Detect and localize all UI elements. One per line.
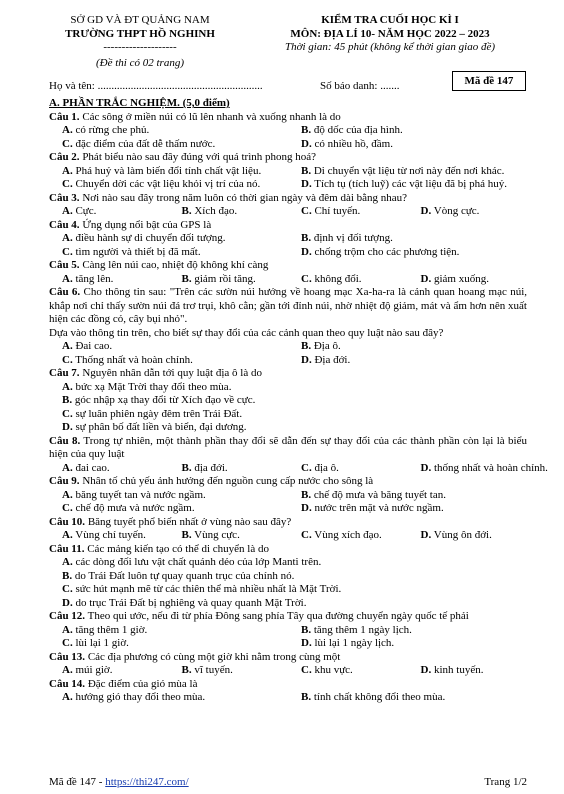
question-number: Câu 1. bbox=[49, 110, 80, 123]
option-letter: C. bbox=[301, 272, 312, 285]
question-text: Các sông ở miền núi có lũ lên nhanh và xuống nhanh là do bbox=[79, 110, 341, 123]
question-instruction: Dựa vào thông tin trên, cho biết sự thay đổi của các cảnh quan theo quy luật nào sau đây? bbox=[49, 326, 444, 339]
option-letter: D. bbox=[62, 421, 73, 434]
option-text: Thống nhất và hoàn chỉnh. bbox=[72, 353, 193, 366]
option-text: Vùng ôn đới. bbox=[431, 529, 492, 542]
option-letter: A. bbox=[62, 164, 73, 177]
answer-option[interactable] bbox=[288, 529, 408, 543]
answer-option[interactable] bbox=[408, 529, 528, 543]
option-text: thống nhất và hoàn chỉnh. bbox=[431, 461, 548, 474]
question bbox=[49, 651, 527, 678]
question-number: Câu 12. bbox=[49, 610, 86, 623]
option-letter: C. bbox=[301, 461, 312, 474]
answer-option[interactable] bbox=[408, 461, 548, 476]
answer-option[interactable] bbox=[408, 205, 528, 219]
options-row bbox=[49, 273, 527, 287]
option-text: điều hành sự di chuyển đối tượng. bbox=[72, 232, 226, 244]
option-letter: B. bbox=[301, 623, 312, 636]
option-text: chế độ mưa và băng tuyết tan. bbox=[311, 488, 446, 501]
answer-option[interactable] bbox=[288, 165, 527, 179]
options-row bbox=[49, 138, 527, 152]
option-text: Địa ô. bbox=[311, 340, 341, 353]
option-text: Vùng chí tuyến. bbox=[72, 529, 146, 542]
option-letter: B. bbox=[301, 488, 312, 501]
option-text: sự luân phiên ngày đêm trên Trái Đất. bbox=[72, 407, 243, 420]
answer-option[interactable] bbox=[49, 138, 288, 152]
question-text: Nơi nào sau đây trong năm luôn có thời gian ngày và đêm dài bằng nhau? bbox=[79, 191, 408, 204]
options-row bbox=[49, 421, 527, 435]
option-text: lùi lại 1 giờ. bbox=[72, 637, 129, 650]
answer-option[interactable] bbox=[49, 178, 288, 192]
question-text: Phát biểu nào sau đây đúng với quá trình phong hoá? bbox=[79, 151, 317, 163]
question bbox=[49, 367, 527, 435]
question bbox=[49, 151, 527, 192]
option-letter: C. bbox=[62, 502, 73, 515]
answer-option[interactable] bbox=[49, 421, 247, 435]
school-header bbox=[40, 14, 240, 70]
page-footer bbox=[49, 776, 527, 790]
option-letter: B. bbox=[301, 340, 312, 353]
option-letter: C. bbox=[62, 637, 73, 650]
option-letter: C. bbox=[62, 245, 73, 258]
option-letter: D. bbox=[420, 272, 432, 285]
answer-option[interactable] bbox=[49, 502, 288, 516]
option-letter: B. bbox=[181, 529, 192, 542]
option-letter: A. bbox=[62, 380, 73, 393]
exam-subject: MÔN: ĐỊA LÍ 10- NĂM HỌC 2022 – 2023 bbox=[290, 27, 490, 40]
option-letter: D. bbox=[301, 502, 312, 515]
answer-option[interactable] bbox=[49, 232, 288, 246]
option-letter: D. bbox=[420, 205, 432, 217]
option-text: tính chất không đổi theo mùa. bbox=[311, 691, 446, 704]
question-stem bbox=[49, 610, 527, 624]
option-letter: A. bbox=[62, 529, 73, 542]
question-text: Càng lên núi cao, nhiệt độ không khí càng bbox=[79, 259, 269, 271]
question-stem bbox=[49, 516, 527, 530]
question-list bbox=[49, 110, 548, 705]
options-row bbox=[49, 340, 527, 354]
answer-option[interactable] bbox=[49, 637, 288, 651]
options-row bbox=[49, 664, 527, 678]
option-letter: A. bbox=[62, 124, 73, 136]
option-text: Di chuyển vật liệu từ nơi này đến nơi khác. bbox=[311, 164, 505, 177]
answer-option[interactable] bbox=[49, 489, 288, 503]
answer-option[interactable] bbox=[408, 664, 528, 678]
question-text: Theo qui ước, nếu đi từ phía Đông sang phía Tây qua đường chuyển ngày quốc tế phải bbox=[85, 610, 469, 623]
answer-option[interactable] bbox=[49, 408, 242, 422]
question-stem bbox=[49, 219, 527, 233]
question-number: Câu 10. bbox=[49, 515, 86, 528]
question-stem bbox=[49, 192, 527, 206]
option-text: không đổi. bbox=[311, 272, 362, 285]
option-text: nước trên mặt và nước ngầm. bbox=[311, 502, 444, 515]
answer-option[interactable] bbox=[49, 691, 288, 705]
option-text: các dòng đối lưu vật chất quánh dẻo của lớp Manti trên. bbox=[72, 556, 322, 569]
answer-option[interactable] bbox=[169, 664, 289, 678]
answer-option[interactable] bbox=[49, 354, 288, 368]
exam-time: Thời gian: 45 phút (không kể thời gian giao đề) bbox=[284, 41, 496, 54]
question-text: Cho thông tin sau: "Trên các sườn núi hướng về hoang mạc Xa-ha-ra là cảnh quan hoang mạc núi, khắp nơi chỉ thấy sườn núi đá trơ trụi, khô cằn; gần tới đỉnh núi, nhờ nhiệt độ giảm, mát và ẩm hơn nên xuất hiện các đồng cỏ, cây bụi nhỏ". bbox=[49, 286, 527, 326]
answer-option[interactable] bbox=[288, 138, 527, 152]
header-divider: -------------------- bbox=[103, 41, 177, 54]
question-text: Băng tuyết phổ biến nhất ở vùng nào sau đây? bbox=[85, 515, 292, 528]
option-text: tăng thêm 1 giờ. bbox=[72, 623, 148, 636]
answer-option[interactable] bbox=[169, 273, 289, 287]
option-text: sức hút mạnh mẽ từ các thiên thể mà nhiều nhất là Mặt Trời. bbox=[72, 583, 342, 596]
answer-option[interactable] bbox=[288, 246, 527, 260]
footer-left bbox=[49, 776, 189, 790]
option-letter: B. bbox=[301, 164, 312, 177]
option-text: Đai cao. bbox=[72, 340, 113, 353]
answer-option[interactable] bbox=[49, 556, 321, 570]
option-letter: D. bbox=[301, 245, 312, 258]
option-text: Xích đạo. bbox=[191, 205, 238, 217]
answer-option[interactable] bbox=[288, 178, 527, 192]
option-text: chế độ mưa và nước ngầm. bbox=[72, 502, 195, 515]
options-row bbox=[49, 583, 527, 597]
school-name: TRƯỜNG THPT HỒ NGHINH bbox=[65, 27, 215, 40]
answer-option[interactable] bbox=[49, 394, 255, 408]
option-text: tăng lên. bbox=[72, 272, 114, 285]
question-stem bbox=[49, 111, 527, 125]
question bbox=[49, 111, 527, 152]
answer-option[interactable] bbox=[49, 529, 169, 543]
answer-option[interactable] bbox=[49, 570, 294, 584]
question-text: Trong tự nhiên, một thành phần thay đổi sẽ dẫn đến sự thay đổi của các thành phần còn lại là biểu hiện của quy luật bbox=[49, 434, 527, 461]
answer-option[interactable] bbox=[288, 637, 527, 651]
question-text: Các mảng kiến tạo có thể di chuyển là do bbox=[84, 542, 269, 555]
answer-option[interactable] bbox=[288, 205, 408, 219]
options-row bbox=[49, 691, 527, 705]
question bbox=[49, 219, 527, 260]
option-letter: C. bbox=[62, 407, 73, 420]
answer-option[interactable] bbox=[49, 246, 288, 260]
option-text: Địa đới. bbox=[311, 353, 351, 366]
option-letter: D. bbox=[301, 137, 312, 150]
question bbox=[49, 286, 527, 367]
options-row bbox=[49, 246, 527, 260]
question-number: Câu 3. bbox=[49, 191, 80, 204]
option-text: bức xạ Mặt Trời thay đổi theo mùa. bbox=[72, 380, 232, 393]
answer-option[interactable] bbox=[288, 664, 408, 678]
option-letter: D. bbox=[420, 529, 432, 542]
option-text: Vùng xích đạo. bbox=[311, 529, 382, 542]
question-stem bbox=[49, 259, 527, 273]
answer-option[interactable] bbox=[49, 340, 288, 354]
option-text: giảm xuống. bbox=[431, 272, 489, 285]
option-text: băng tuyết tan và nước ngầm. bbox=[72, 488, 206, 501]
answer-option[interactable] bbox=[49, 124, 288, 138]
option-text: Chí tuyến. bbox=[311, 205, 361, 217]
answer-option[interactable] bbox=[49, 664, 169, 678]
option-letter: D. bbox=[420, 664, 432, 677]
option-letter: C. bbox=[301, 529, 312, 542]
footer-link[interactable]: https://thi247.com/ bbox=[105, 776, 189, 788]
options-row bbox=[49, 394, 527, 408]
question-number: Câu 4. bbox=[49, 218, 80, 231]
option-letter: A. bbox=[62, 488, 73, 501]
question-number: Câu 14. bbox=[49, 677, 86, 690]
option-letter: B. bbox=[62, 394, 73, 407]
answer-option[interactable] bbox=[288, 502, 527, 516]
option-letter: A. bbox=[62, 623, 73, 636]
answer-option[interactable] bbox=[49, 205, 169, 219]
answer-option[interactable] bbox=[288, 624, 527, 638]
option-text: giảm rồi tăng. bbox=[191, 272, 256, 285]
question-text: Nguyên nhân dẫn tới quy luật địa ô là do bbox=[79, 367, 262, 380]
option-text: do Trái Đất luôn tự quay quanh trục của chính nó. bbox=[72, 569, 295, 582]
question-stem bbox=[49, 435, 527, 462]
options-row bbox=[49, 529, 527, 543]
answer-option[interactable] bbox=[288, 232, 527, 246]
question-number: Câu 9. bbox=[49, 475, 80, 488]
question-number: Câu 6. bbox=[49, 286, 81, 298]
exam-code-box: Mã đề 147 bbox=[452, 71, 526, 91]
answer-option[interactable] bbox=[169, 205, 289, 219]
options-row bbox=[49, 354, 527, 368]
option-text: Cực. bbox=[72, 205, 97, 217]
question-text: Ứng dụng nổi bật của GPS là bbox=[79, 218, 212, 231]
question-stem bbox=[49, 367, 527, 381]
option-letter: B. bbox=[62, 569, 73, 582]
option-text: có rừng che phủ. bbox=[72, 124, 150, 136]
option-letter: B. bbox=[301, 232, 312, 244]
answer-option[interactable] bbox=[49, 624, 288, 638]
question-stem bbox=[49, 286, 527, 327]
answer-option[interactable] bbox=[288, 489, 527, 503]
answer-option[interactable] bbox=[49, 462, 169, 476]
questions-section bbox=[49, 97, 548, 705]
question bbox=[49, 434, 548, 476]
question bbox=[49, 543, 527, 611]
footer-code: Mã đề 147 - bbox=[49, 776, 106, 788]
options-row bbox=[49, 597, 527, 611]
options-row bbox=[49, 502, 527, 516]
option-letter: D. bbox=[301, 178, 312, 190]
option-text: địa đới. bbox=[191, 461, 228, 474]
option-letter: B. bbox=[181, 664, 192, 677]
option-letter: C. bbox=[62, 583, 73, 596]
option-letter: D. bbox=[62, 596, 73, 609]
option-letter: B. bbox=[181, 272, 192, 285]
answer-option[interactable] bbox=[169, 529, 289, 543]
option-letter: A. bbox=[62, 205, 73, 217]
answer-option[interactable] bbox=[288, 462, 408, 476]
option-letter: A. bbox=[62, 340, 73, 353]
option-letter: A. bbox=[62, 556, 73, 569]
options-row bbox=[49, 124, 527, 138]
option-text: đặc điểm của đất dễ thấm nước. bbox=[72, 137, 216, 150]
question bbox=[49, 475, 527, 516]
options-row bbox=[49, 570, 527, 584]
option-text: độ dốc của địa hình. bbox=[311, 124, 403, 136]
option-letter: B. bbox=[181, 205, 192, 217]
question-stem bbox=[49, 651, 527, 665]
question-text: Nhân tố chủ yếu ảnh hưởng đến nguồn cung cấp nước cho sông là bbox=[79, 475, 374, 488]
question-text: Các địa phương có cùng một giờ khi nằm trong cùng một bbox=[85, 650, 341, 663]
option-letter: D. bbox=[301, 353, 312, 366]
options-row bbox=[49, 165, 527, 179]
question bbox=[49, 516, 527, 543]
option-text: vĩ tuyến. bbox=[191, 664, 233, 677]
options-row bbox=[49, 489, 527, 503]
answer-option[interactable] bbox=[49, 165, 288, 179]
option-text: múi giờ. bbox=[72, 664, 113, 677]
student-name-line: Họ và tên: ............................................................ bbox=[49, 80, 263, 92]
option-letter: A. bbox=[62, 664, 73, 677]
question-number: Câu 11. bbox=[49, 542, 85, 555]
question-number: Câu 7. bbox=[49, 367, 80, 380]
option-letter: C. bbox=[301, 664, 312, 677]
question-stem bbox=[49, 475, 527, 489]
exam-title: KIỂM TRA CUỐI HỌC KÌ I bbox=[321, 14, 459, 26]
question bbox=[49, 259, 527, 286]
page-number: Trang 1/2 bbox=[484, 776, 527, 788]
options-row bbox=[49, 624, 527, 638]
question-stem bbox=[49, 543, 527, 557]
candidate-number-line: Số báo danh: ....... bbox=[320, 80, 400, 92]
option-text: tìm người và thiết bị đã mất. bbox=[72, 245, 201, 258]
answer-option[interactable] bbox=[288, 124, 527, 138]
question-number: Câu 2. bbox=[49, 151, 80, 163]
question bbox=[49, 192, 527, 219]
option-letter: A. bbox=[62, 461, 73, 474]
answer-option[interactable] bbox=[49, 381, 231, 395]
section-heading: A. PHẦN TRẮC NGHIỆM. (5,0 điểm) bbox=[49, 97, 230, 109]
option-text: định vị đối tượng. bbox=[311, 232, 393, 244]
answer-option[interactable] bbox=[49, 583, 341, 597]
question bbox=[49, 678, 527, 705]
option-text: tăng thêm 1 ngày lịch. bbox=[311, 623, 412, 636]
question-number: Câu 5. bbox=[49, 259, 80, 271]
option-letter: A. bbox=[62, 232, 73, 244]
exam-header bbox=[240, 14, 540, 55]
option-letter: D. bbox=[301, 637, 312, 650]
option-text: Vòng cực. bbox=[431, 205, 480, 217]
option-letter: D. bbox=[420, 461, 432, 474]
option-letter: A. bbox=[62, 272, 73, 285]
option-text: góc nhập xạ thay đổi từ Xích đạo về cực. bbox=[72, 394, 256, 407]
answer-option[interactable] bbox=[169, 462, 289, 476]
question-number: Câu 13. bbox=[49, 650, 86, 663]
option-letter: C. bbox=[301, 205, 312, 217]
question-stem bbox=[49, 151, 527, 165]
pages-note: (Đề thi có 02 trang) bbox=[96, 56, 184, 69]
answer-option[interactable] bbox=[288, 691, 527, 705]
answer-option[interactable] bbox=[288, 340, 527, 354]
answer-option[interactable] bbox=[288, 354, 527, 368]
option-letter: C. bbox=[62, 178, 73, 190]
option-letter: B. bbox=[181, 461, 192, 474]
option-letter: A. bbox=[62, 691, 73, 704]
question-stem bbox=[49, 678, 527, 692]
options-row bbox=[49, 232, 527, 246]
option-letter: B. bbox=[301, 691, 312, 704]
question bbox=[49, 610, 527, 651]
option-text: Vùng cực. bbox=[191, 529, 240, 542]
option-text: kinh tuyến. bbox=[431, 664, 484, 677]
answer-option[interactable] bbox=[408, 273, 528, 287]
options-row bbox=[49, 381, 527, 395]
question-text: Đặc điểm của gió mùa là bbox=[85, 677, 198, 690]
options-row bbox=[49, 461, 548, 476]
options-row bbox=[49, 205, 527, 219]
option-text: hướng gió thay đổi theo mùa. bbox=[72, 691, 206, 704]
options-row bbox=[49, 178, 527, 192]
option-text: Tích tụ (tích luỹ) các vật liệu đã bị phá huỷ. bbox=[311, 178, 507, 190]
options-row bbox=[49, 556, 527, 570]
option-text: Phá huỷ và làm biến đổi tính chất vật liệu. bbox=[72, 164, 262, 177]
options-row bbox=[49, 637, 527, 651]
option-letter: B. bbox=[301, 124, 312, 136]
option-text: chống trộm cho các phương tiện. bbox=[311, 245, 460, 258]
department-name: SỞ GD VÀ ĐT QUẢNG NAM bbox=[70, 14, 210, 26]
option-text: Chuyển dời các vật liệu khỏi vị trí của nó. bbox=[72, 178, 261, 190]
option-text: lùi lại 1 ngày lịch. bbox=[311, 637, 395, 650]
option-text: sự phân bố đất liền và biển, đại dương. bbox=[72, 421, 247, 434]
answer-option[interactable] bbox=[49, 273, 169, 287]
option-text: địa ô. bbox=[311, 461, 339, 474]
answer-option[interactable] bbox=[288, 273, 408, 287]
question-number: Câu 8. bbox=[49, 434, 81, 447]
answer-option[interactable] bbox=[49, 597, 306, 611]
option-letter: C. bbox=[62, 137, 73, 150]
option-letter: C. bbox=[62, 353, 73, 366]
option-text: có nhiều hồ, đầm. bbox=[311, 137, 393, 150]
option-text: đai cao. bbox=[72, 461, 110, 474]
options-row bbox=[49, 408, 527, 422]
option-text: khu vực. bbox=[311, 664, 353, 677]
option-text: do trục Trái Đất bị nghiêng và quay quanh Mặt Trời. bbox=[72, 596, 307, 609]
